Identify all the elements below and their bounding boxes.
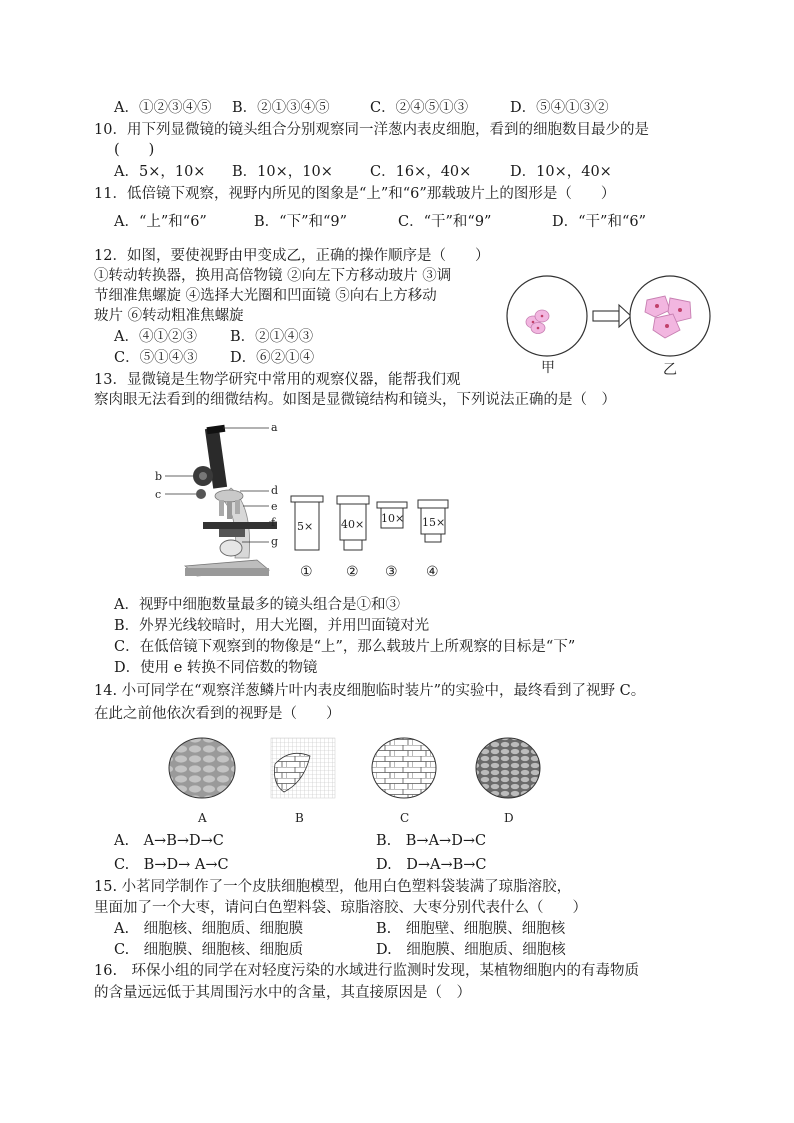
lens-1-num: ① bbox=[300, 564, 313, 580]
q11-option-d: D．“干”和“6” bbox=[552, 214, 647, 230]
q12-option-a: A．④①②③ bbox=[114, 329, 197, 345]
q15-options-row2 bbox=[114, 940, 566, 960]
q15-options-row1 bbox=[114, 919, 566, 939]
q12-figure bbox=[505, 270, 715, 382]
view-a-circle bbox=[169, 738, 235, 798]
q15-option-d: D. 细胞膜、细胞质、细胞核 bbox=[376, 942, 566, 958]
q9-option-d: D．⑤④①③② bbox=[510, 100, 609, 116]
q13-option-c: C．在低倍镜下观察到的物像是“上”，那么载玻片上所观察的目标是“下” bbox=[114, 639, 576, 655]
part-label-f: f bbox=[271, 516, 276, 529]
q9-options bbox=[114, 98, 609, 118]
q9-option-b: B．②①③④⑤ bbox=[232, 100, 330, 116]
lens-4-mag: 15× bbox=[422, 516, 446, 529]
q14-option-d: D. D→A→B→C bbox=[376, 857, 487, 873]
q12-stem: 12．如图，要使视野由甲变成乙，正确的操作顺序是（ ） bbox=[94, 248, 490, 264]
q12-options-row2 bbox=[114, 348, 315, 368]
lens-3-mag: 10× bbox=[381, 512, 405, 525]
q14-option-b: B. B→A→D→C bbox=[376, 833, 487, 849]
q11-option-c: C．“干”和“9” bbox=[398, 214, 492, 230]
lens-2-num: ② bbox=[346, 564, 359, 580]
q14-options-row2 bbox=[114, 855, 487, 875]
q12-options-row1 bbox=[114, 327, 314, 347]
right-arrow-icon bbox=[593, 305, 631, 327]
lens-2-mag: 40× bbox=[341, 518, 365, 531]
q11-option-a: A．“上”和“6” bbox=[114, 214, 207, 230]
q13-figure bbox=[145, 418, 465, 588]
q10-options bbox=[114, 162, 612, 182]
view-a-label: A bbox=[198, 811, 207, 825]
q13-option-b: B．外界光线较暗时，用大光圈，并用凹面镜对光 bbox=[114, 618, 430, 634]
q10-option-b: B．10×，10× bbox=[232, 164, 333, 180]
q12-steps-line1: ①转动转换器，换用高倍物镜 ②向左下方移动玻片 ③调 bbox=[94, 268, 452, 284]
q10-stem: 10．用下列显微镜的镜头组合分别观察同一洋葱内表皮细胞，看到的细胞数目最少的是 bbox=[94, 122, 649, 138]
q12-option-b: B．②①④③ bbox=[230, 329, 314, 345]
q9-option-c: C．②④⑤①③ bbox=[370, 100, 469, 116]
q11-stem: 11．低倍镜下观察，视野内所见的图象是“上”和“6”那载玻片上的图形是（ ） bbox=[94, 186, 616, 202]
view-jia-label: 甲 bbox=[541, 360, 555, 376]
part-label-g: g bbox=[271, 535, 279, 548]
q11-option-b: B．“下”和“9” bbox=[254, 214, 348, 230]
q12-steps-line2: 节细准焦螺旋 ④选择大光圈和凹面镜 ⑤向右上方移动 bbox=[94, 288, 437, 304]
q15-stem-line2: 里面加了一个大枣，请问白色塑料袋、琼脂溶胶、大枣分别代表什么（ ） bbox=[94, 900, 587, 916]
microscope-icon bbox=[185, 425, 277, 576]
q12-option-d: D．⑥②①④ bbox=[230, 350, 315, 366]
q9-option-a: A．①②③④⑤ bbox=[114, 100, 212, 116]
q12-option-c: C．⑤①④③ bbox=[114, 350, 198, 366]
view-d-circle bbox=[476, 738, 540, 798]
part-label-c: c bbox=[155, 488, 162, 501]
view-b-label: B bbox=[295, 811, 304, 825]
q13-stem-line1: 13．显微镜是生物学研究中常用的观察仪器，能帮我们观 bbox=[94, 372, 461, 388]
q15-option-a: A. 细胞核、细胞质、细胞膜 bbox=[114, 921, 304, 937]
lens-1-mag: 5× bbox=[297, 520, 314, 533]
q11-options bbox=[114, 212, 647, 232]
q13-option-a: A．视野中细胞数量最多的镜头组合是①和③ bbox=[114, 597, 400, 613]
q14-option-c: C. B→D→ A→C bbox=[114, 857, 229, 873]
part-label-e: e bbox=[271, 500, 278, 513]
q10-option-d: D．10×，40× bbox=[510, 164, 612, 180]
q10-option-a: A．5×，10× bbox=[114, 164, 206, 180]
q14-options-row1 bbox=[114, 831, 487, 851]
q10-option-c: C．16×，40× bbox=[370, 164, 472, 180]
q14-option-a: A. A→B→D→C bbox=[114, 833, 224, 849]
part-label-b: b bbox=[155, 470, 163, 483]
q15-option-b: B. 细胞壁、细胞膜、细胞核 bbox=[376, 921, 566, 937]
lens-4-num: ④ bbox=[426, 564, 439, 580]
lens-3-num: ③ bbox=[385, 564, 398, 580]
q14-stem-line2: 在此之前他依次看到的视野是（ ） bbox=[94, 706, 341, 722]
part-label-d: d bbox=[271, 484, 279, 497]
view-c-circle bbox=[372, 738, 436, 798]
q13-option-d: D．使用 e 转换不同倍数的物镜 bbox=[114, 660, 318, 676]
q14-stem-line1: 14. 小可同学在“观察洋葱鳞片叶内表皮细胞临时装片”的实验中，最终看到了视野 C。 bbox=[94, 683, 646, 699]
q12-steps-line3: 玻片 ⑥转动粗准焦螺旋 bbox=[94, 308, 244, 324]
q15-option-c: C. 细胞膜、细胞核、细胞质 bbox=[114, 942, 304, 958]
q15-stem-line1: 15. 小茗同学制作了一个皮肤细胞模型，他用白色塑料袋装满了琼脂溶胶， bbox=[94, 879, 572, 895]
q10-paren: ( ) bbox=[114, 142, 155, 158]
q16-stem-line1: 16. 环保小组的同学在对轻度污染的水域进行监测时发现，某植物细胞内的有毒物质 bbox=[94, 963, 640, 979]
view-d-label: D bbox=[504, 811, 514, 825]
part-label-a: a bbox=[271, 421, 278, 434]
q16-stem-line2: 的含量远远低于其周围污水中的含量，其直接原因是（ ） bbox=[94, 985, 471, 1001]
q14-figure bbox=[160, 734, 560, 828]
q13-stem-line2: 察肉眼无法看到的细微结构。如图是显微镜结构和镜头，下列说法正确的是（ ） bbox=[94, 392, 616, 408]
view-c-label: C bbox=[400, 811, 410, 825]
view-yi-label: 乙 bbox=[663, 362, 677, 378]
